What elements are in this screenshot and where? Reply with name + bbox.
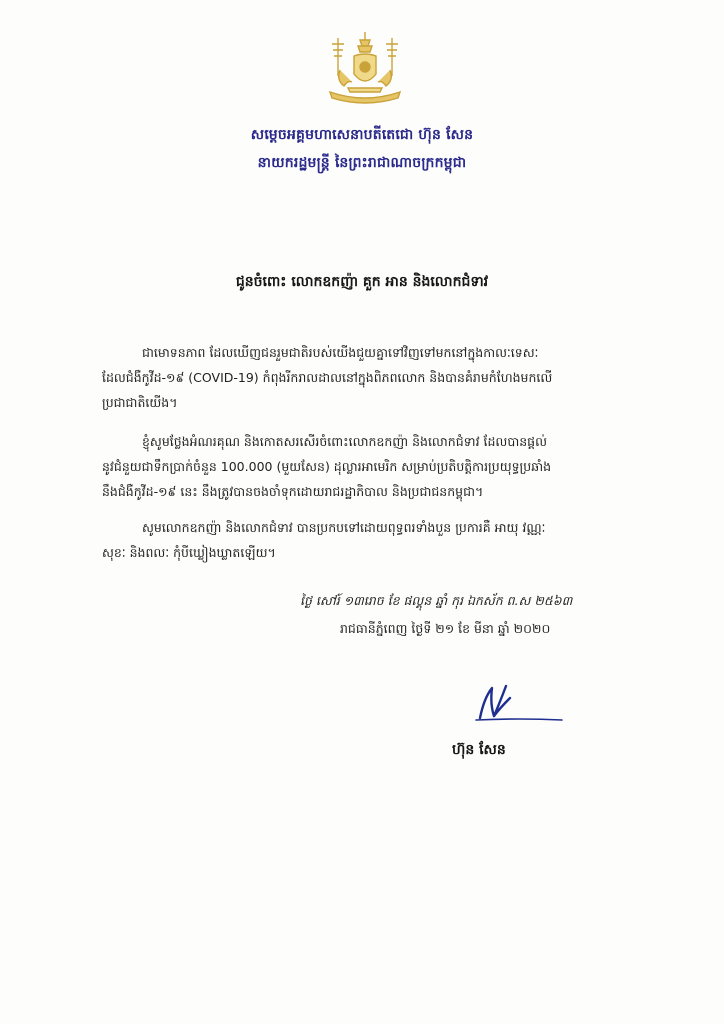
handwritten-signature-icon	[470, 678, 566, 726]
paragraph-3	[102, 515, 642, 565]
paragraph-line: ប្រជាជាតិយើង។	[102, 395, 178, 410]
paragraph-line: នូវជំនួយជាទឹកប្រាក់ចំនួន 100.000 (មួយសែន) ដុល្លារអាមេរិក សម្រាប់ប្រតិបត្តិការប្រយុទ្ធប្រឆាំង	[102, 459, 552, 474]
royal-coat-of-arms-icon	[318, 30, 412, 108]
paragraph-line: នឹងជំងឺកូវីដ-១៩ នេះ នឹងត្រូវបានចងចាំទុកដោយរាជរដ្ឋាភិបាល និងប្រជាជនកម្ពុជា។	[102, 484, 484, 499]
sender-position: នាយករដ្ឋមន្ត្រី នៃព្រះរាជាណាចក្រកម្ពុជា	[257, 155, 467, 171]
paragraph-line: សូមលោកឧកញ៉ា និងលោកជំទាវ បានប្រកបទៅដោយពុទ្ធពរទាំងបួន ប្រការគឺ អាយុ វណ្ណៈ	[142, 520, 546, 535]
lunar-date: ថ្ងៃ សៅរ៍ ១៣រោច ខែ ផល្គុន ឆ្នាំ កុរ ឯកស័ក ព.ស ២៥៦៣	[300, 593, 573, 608]
paragraph-line: សុខៈ និងពលៈ កុំបីឃ្លៀងឃ្លាតឡើយ។	[102, 545, 276, 560]
paragraph-line: ដែលជំងឺកូវីដ-១៩ (COVID-19) កំពុងរីករាលដាលនៅក្នុងពិភពលោក និងបានគំរាមកំហែងមកលើ	[102, 370, 553, 385]
paragraph-1	[102, 340, 642, 415]
recipient-line: ជូនចំពោះ លោកឧកញ៉ា គួក អាន និងលោកជំទាវ	[235, 274, 489, 290]
paragraph-2	[102, 429, 642, 504]
paragraph-line: ជាមោទនភាព ដែលឃើញជនរួមជាតិរបស់យើងជួយគ្នាទៅវិញទៅមកនៅក្នុងកាលៈទេសៈ	[142, 345, 539, 360]
paragraph-line: ខ្ញុំសូមថ្លែងអំណរគុណ និងកោតសរសើរចំពោះលោកឧកញ៉ា និងលោកជំទាវ ដែលបានផ្ដល់	[142, 434, 547, 449]
place-and-solar-date: រាជធានីភ្នំពេញ ថ្ងៃទី ២១ ខែ មីនា ឆ្នាំ ២០២០	[340, 621, 551, 636]
sender-title: សម្ដេចអគ្គមហាសេនាបតីតេជោ ហ៊ុន សែន	[250, 127, 474, 143]
signer-name: ហ៊ុន សែន	[452, 742, 506, 758]
